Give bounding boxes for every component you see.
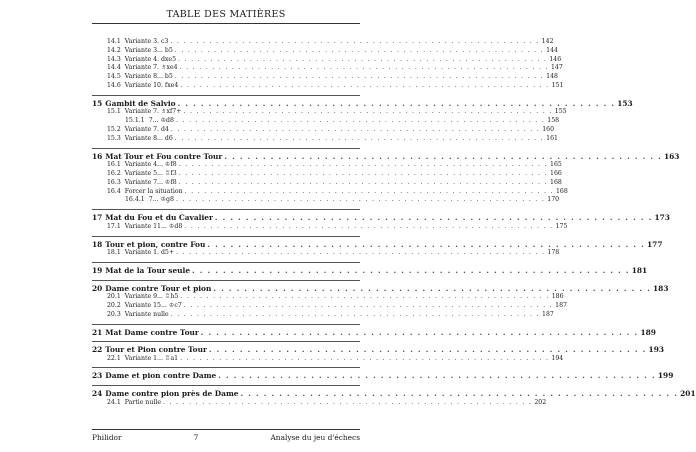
entry-number: 16.4	[107, 187, 121, 195]
entry-page: 202	[534, 398, 547, 406]
entry-page: 187	[542, 310, 554, 318]
page-footer	[92, 433, 360, 442]
toc-entry[interactable]	[92, 222, 568, 232]
dot-leader: . . . . . . . . . . . . . . . . . . . . . . . . . . . . . . . . . . . . . . . . . . . . . . . . . . . . . . . . .	[180, 81, 550, 89]
entry-page: 173	[654, 213, 670, 223]
dot-leader: . . . . . . . . . . . . . . . . . . . . . . . . . . . . . . . . . . . . . . . . . . . . . . . . . . . . . . . . .	[218, 371, 656, 381]
dot-leader: . . . . . . . . . . . . . . . . . . . . . . . . . . . . . . . . . . . . . . . . . . . . . . . . . . . . . . . . .	[175, 196, 546, 204]
table-of-contents	[92, 38, 696, 407]
entry-page: 177	[647, 239, 663, 249]
entry-number: 15.2	[107, 125, 121, 133]
entry-number: 14.2	[107, 46, 121, 54]
entry-title: Tour et Pion contre Tour	[105, 345, 207, 355]
entry-number: 16.3	[107, 178, 121, 186]
page-number: 7	[193, 433, 199, 442]
dot-leader: . . . . . . . . . . . . . . . . . . . . . . . . . . . . . . . . . . . . . . . . . . . . . . . . . . . . . . . . .	[213, 283, 652, 293]
toc-entry[interactable]	[92, 81, 564, 91]
entry-title: Variante 11... ♔d8	[124, 222, 183, 230]
entry-page: 165	[550, 161, 562, 169]
entry-number: 20.2	[107, 301, 121, 309]
entry-number: 17	[92, 213, 103, 223]
entry-title: Variante 7... ♔f8	[124, 178, 177, 186]
entry-title: Mat de la Tour seule	[105, 265, 191, 275]
entry-page: 187	[555, 301, 567, 309]
entry-page: 163	[663, 151, 680, 161]
entry-page: 153	[617, 98, 633, 108]
entry-title: 7... ♔d8	[148, 117, 174, 125]
toc-entry[interactable]	[92, 249, 560, 258]
entry-title: Variante 10. fxe4	[124, 81, 179, 89]
section-divider	[92, 262, 360, 263]
entry-page: 147	[550, 64, 563, 72]
entry-title: Mat Dame contre Tour	[105, 327, 199, 337]
dot-leader: . . . . . . . . . . . . . . . . . . . . . . . . . . . . . . . . . . . . . . . . . . . . . . . . . . . . . . . . .	[179, 64, 549, 72]
entry-number: 14.1	[107, 38, 121, 45]
entry-number: 14.5	[107, 73, 121, 81]
entry-number: 16.1	[107, 161, 121, 169]
dot-leader: . . . . . . . . . . . . . . . . . . . . . . . . . . . . . . . . . . . . . . . . . . . . . . . . . . . . . . . . .	[170, 310, 540, 318]
dot-leader: . . . . . . . . . . . . . . . . . . . . . . . . . . . . . . . . . . . . . . . . . . . . . . . . . . . . . . . . .	[184, 222, 554, 230]
section-divider	[92, 341, 360, 342]
dot-leader: . . . . . . . . . . . . . . . . . . . . . . . . . . . . . . . . . . . . . . . . . . . . . . . . . . . . . . . . .	[170, 125, 541, 133]
entry-title: Variante 3. c3	[124, 38, 169, 45]
toc-entry[interactable]	[92, 310, 554, 320]
dot-leader: . . . . . . . . . . . . . . . . . . . . . . . . . . . . . . . . . . . . . . . . . . . . . . . . . . . . . . . . .	[240, 389, 679, 399]
toc-chapter[interactable]	[92, 98, 633, 109]
entry-page: 142	[541, 38, 554, 45]
toc-entry[interactable]	[92, 134, 558, 144]
section-divider	[92, 95, 360, 96]
section-divider	[92, 236, 360, 237]
entry-title: Variante 15... ♔c7	[124, 301, 182, 309]
dot-leader: . . . . . . . . . . . . . . . . . . . . . . . . . . . . . . . . . . . . . . . . . . . . . . . . . . . . . . . . .	[174, 46, 544, 54]
toc-entry[interactable]	[92, 196, 560, 205]
entry-page: 160	[542, 125, 555, 133]
entry-page: 193	[648, 345, 664, 355]
entry-number: 24.1	[107, 398, 121, 406]
dot-leader: . . . . . . . . . . . . . . . . . . . . . . . . . . . . . . . . . . . . . . . . . . . . . . . . . . . . . . . . .	[174, 73, 544, 81]
entry-page: 183	[653, 283, 669, 293]
toc-chapter[interactable]	[92, 213, 670, 223]
entry-page: 186	[551, 293, 564, 301]
entry-page: 168	[555, 187, 568, 195]
dot-leader: . . . . . . . . . . . . . . . . . . . . . . . . . . . . . . . . . . . . . . . . . . . . . . . . . . . . . . . . .	[224, 151, 662, 161]
entry-title: Variante 9... ♖h5	[124, 293, 179, 301]
entry-number: 22.1	[107, 354, 121, 362]
entry-title: Variante 5... ♖f3	[124, 169, 177, 177]
dot-leader: . . . . . . . . . . . . . . . . . . . . . . . . . . . . . . . . . . . . . . . . . . . . . . . . . . . . . . . . .	[178, 161, 548, 169]
dot-leader: . . . . . . . . . . . . . . . . . . . . . . . . . . . . . . . . . . . . . . . . . . . . . . . . . . . . . . . . .	[207, 239, 646, 249]
toc-entry[interactable]	[92, 38, 554, 47]
header-rule	[92, 23, 360, 24]
section-divider	[92, 148, 360, 149]
entry-title: Variante 3... b5	[124, 46, 173, 54]
entry-page: 155	[554, 108, 567, 116]
dot-leader: . . . . . . . . . . . . . . . . . . . . . . . . . . . . . . . . . . . . . . . . . . . . . . . . . . . . . . . . .	[178, 178, 548, 186]
toc-entry[interactable]	[92, 354, 564, 364]
entry-number: 16.4.1	[125, 196, 145, 204]
section-divider	[92, 324, 360, 325]
toc-entry[interactable]	[92, 46, 558, 56]
entry-title: Variante 1... ♖a1	[124, 354, 179, 362]
dot-leader: . . . . . . . . . . . . . . . . . . . . . . . . . . . . . . . . . . . . . . . . . . . . . . . . . . . . . . . . .	[214, 213, 653, 223]
entry-page: 181	[631, 265, 648, 275]
entry-page: 148	[546, 73, 558, 81]
entry-title: Dame contre Tour et pion	[105, 283, 212, 293]
entry-title: Mat du Fou et du Cavalier	[105, 213, 213, 223]
entry-number: 21	[92, 327, 103, 337]
entry-number: 15.3	[107, 134, 121, 142]
toc-chapter[interactable]	[92, 371, 674, 381]
entry-page: 189	[640, 327, 656, 337]
page-title: TABLE DES MATIÈRES	[166, 9, 286, 20]
dot-leader: . . . . . . . . . . . . . . . . . . . . . . . . . . . . . . . . . . . . . . . . . . . . . . . . . . . . . . . . .	[176, 249, 546, 257]
dot-leader: . . . . . . . . . . . . . . . . . . . . . . . . . . . . . . . . . . . . . . . . . . . . . . . . . . . . . . . . .	[180, 293, 550, 301]
entry-title: Gambit de Salvio	[105, 98, 176, 108]
entry-number: 15	[92, 98, 103, 108]
toc-entry[interactable]	[92, 73, 558, 82]
entry-number: 22	[92, 345, 103, 355]
entry-title: Dame et pion contre Dame	[105, 371, 217, 381]
toc-entry[interactable]	[92, 293, 564, 302]
entry-title: Tour et pion, contre Fou	[105, 239, 206, 249]
dot-leader: . . . . . . . . . . . . . . . . . . . . . . . . . . . . . . . . . . . . . . . . . . . . . . . . . . . . . . . . .	[177, 98, 616, 108]
entry-title: Partie nulle	[124, 398, 161, 406]
entry-page: 161	[546, 134, 558, 142]
section-divider	[92, 209, 360, 210]
entry-title: Dame contre pion près de Dame	[105, 389, 239, 399]
toc-chapter[interactable]	[92, 239, 663, 250]
entry-number: 14.4	[107, 64, 121, 72]
entry-page: 194	[551, 354, 564, 362]
entry-page: 168	[550, 178, 562, 186]
entry-title: Variante 7. ♗xe4	[124, 64, 178, 72]
footer-author: Philidor	[92, 433, 122, 442]
toc-entry[interactable]	[92, 117, 560, 126]
entry-number: 14.3	[107, 55, 121, 63]
entry-title: Variante 7. d4	[124, 125, 169, 133]
dot-leader: . . . . . . . . . . . . . . . . . . . . . . . . . . . . . . . . . . . . . . . . . . . . . . . . . . . . . . . . .	[163, 398, 533, 406]
dot-leader: . . . . . . . . . . . . . . . . . . . . . . . . . . . . . . . . . . . . . . . . . . . . . . . . . . . . . . . . .	[200, 327, 639, 337]
dot-leader: . . . . . . . . . . . . . . . . . . . . . . . . . . . . . . . . . . . . . . . . . . . . . . . . . . . . . . . . .	[170, 38, 540, 45]
entry-title: Variante nulle	[124, 310, 169, 318]
entry-title: Variante 1. d5+	[124, 249, 175, 257]
entry-title: Mat Tour et Fou contre Tour	[105, 151, 223, 161]
entry-number: 15.1.1	[125, 117, 145, 125]
dot-leader: . . . . . . . . . . . . . . . . . . . . . . . . . . . . . . . . . . . . . . . . . . . . . . . . . . . . . . . . .	[184, 187, 554, 195]
entry-page: 146	[549, 55, 562, 63]
entry-page: 151	[551, 81, 564, 89]
dot-leader: . . . . . . . . . . . . . . . . . . . . . . . . . . . . . . . . . . . . . . . . . . . . . . . . . . . . . . . . .	[180, 354, 550, 362]
dot-leader: . . . . . . . . . . . . . . . . . . . . . . . . . . . . . . . . . . . . . . . . . . . . . . . . . . . . . . . . .	[178, 55, 548, 63]
toc-chapter[interactable]	[92, 151, 680, 162]
section-divider	[92, 280, 360, 281]
entry-title: Variante 8... b5	[124, 73, 173, 81]
toc-chapter[interactable]	[92, 345, 664, 355]
entry-number: 20.3	[107, 310, 121, 318]
entry-number: 23	[92, 371, 103, 381]
entry-title: Variante 4... ♔f8	[124, 161, 177, 169]
toc-entry[interactable]	[92, 301, 567, 311]
toc-entry[interactable]	[92, 125, 555, 135]
entry-number: 14.6	[107, 81, 121, 89]
entry-number: 15.1	[107, 108, 121, 116]
entry-page: 166	[550, 169, 562, 177]
entry-title: 7... ♔g8	[148, 196, 174, 204]
toc-chapter[interactable]	[92, 389, 696, 399]
entry-page: 158	[547, 117, 560, 125]
entry-number: 18	[92, 239, 103, 249]
entry-page: 199	[657, 371, 674, 381]
entry-number: 20	[92, 283, 103, 293]
entry-page: 201	[680, 389, 696, 399]
dot-leader: . . . . . . . . . . . . . . . . . . . . . . . . . . . . . . . . . . . . . . . . . . . . . . . . . . . . . . . . .	[178, 169, 548, 177]
toc-entry[interactable]	[92, 64, 563, 73]
entry-title: Variante 4. dxe5	[124, 55, 177, 63]
entry-page: 144	[546, 46, 558, 54]
entry-title: Forcer la situation	[124, 187, 183, 195]
entry-title: Variante 8... d6	[124, 134, 173, 142]
entry-number: 16	[92, 151, 103, 161]
toc-chapter[interactable]	[92, 283, 669, 294]
toc-entry[interactable]	[92, 187, 568, 197]
toc-entry[interactable]	[92, 169, 562, 179]
entry-page: 175	[555, 222, 568, 230]
footer-book-title: Analyse du jeu d'échecs	[270, 433, 360, 442]
toc-entry[interactable]	[92, 55, 562, 65]
footer-rule	[92, 429, 360, 430]
section-divider	[92, 367, 360, 368]
toc-entry[interactable]	[92, 398, 547, 408]
dot-leader: . . . . . . . . . . . . . . . . . . . . . . . . . . . . . . . . . . . . . . . . . . . . . . . . . . . . . . . . .	[174, 134, 544, 142]
entry-page: 170	[547, 196, 560, 204]
entry-number: 17.1	[107, 222, 121, 230]
entry-title: Variante 7. ♗xf7+	[124, 108, 182, 116]
toc-entry[interactable]	[92, 161, 562, 170]
entry-number: 19	[92, 265, 103, 275]
dot-leader: . . . . . . . . . . . . . . . . . . . . . . . . . . . . . . . . . . . . . . . . . . . . . . . . . . . . . . . . .	[183, 301, 553, 309]
toc-chapter[interactable]	[92, 327, 656, 338]
dot-leader: . . . . . . . . . . . . . . . . . . . . . . . . . . . . . . . . . . . . . . . . . . . . . . . . . . . . . . . . .	[175, 117, 546, 125]
toc-entry[interactable]	[92, 108, 567, 117]
entry-number: 16.2	[107, 169, 121, 177]
entry-page: 178	[547, 249, 560, 257]
dot-leader: . . . . . . . . . . . . . . . . . . . . . . . . . . . . . . . . . . . . . . . . . . . . . . . . . . . . . . . . .	[183, 108, 553, 116]
entry-number: 20.1	[107, 293, 121, 301]
entry-number: 18.1	[107, 249, 121, 257]
toc-chapter[interactable]	[92, 265, 648, 276]
section-divider	[92, 385, 360, 386]
entry-number: 24	[92, 389, 103, 399]
dot-leader: . . . . . . . . . . . . . . . . . . . . . . . . . . . . . . . . . . . . . . . . . . . . . . . . . . . . . . . . .	[208, 345, 647, 355]
dot-leader: . . . . . . . . . . . . . . . . . . . . . . . . . . . . . . . . . . . . . . . . . . . . . . . . . . . . . . . . .	[192, 265, 630, 275]
toc-entry[interactable]	[92, 178, 562, 188]
